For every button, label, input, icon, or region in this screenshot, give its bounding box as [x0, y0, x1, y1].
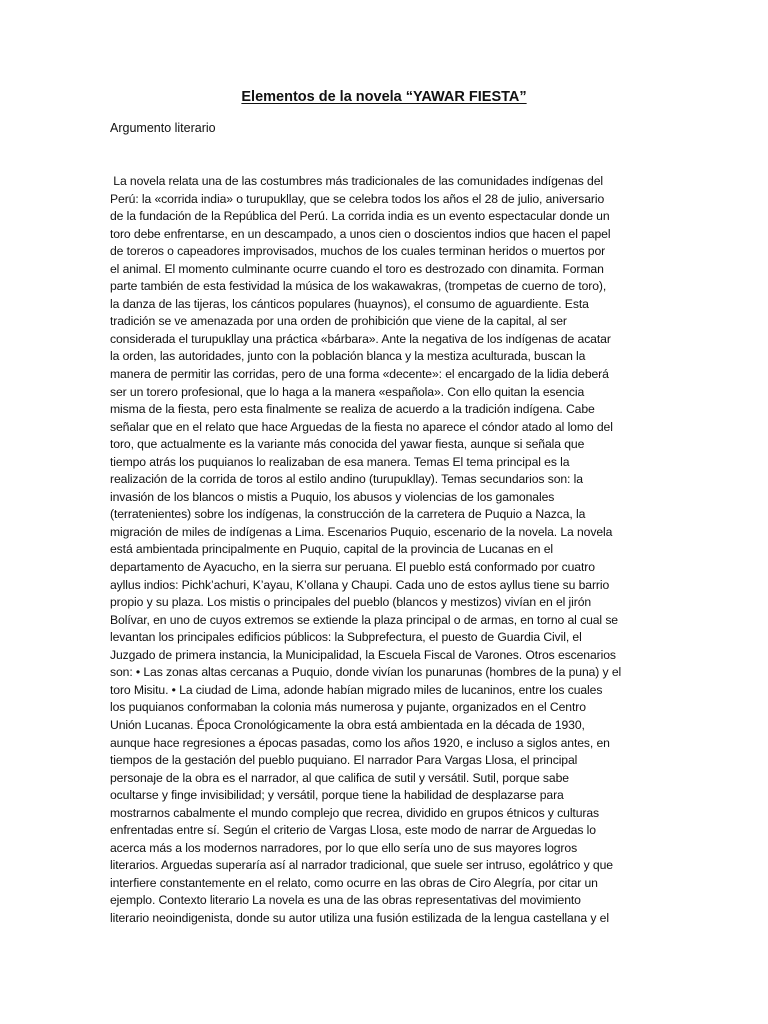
section-heading: Argumento literario	[110, 121, 216, 135]
document-title: Elementos de la novela “YAWAR FIESTA”	[241, 89, 527, 105]
body-paragraph: La novela relata una de las costumbres más tradicionales de las comunidades indígenas del Perú: la «corrida india» o turupukllay, que se celebra todos los años el 28 de julio, aniversario de la fundación de la República del Perú. La corrida india es un evento espectacular donde un toro debe enfrentarse, en un descampado, a unos cien o doscientos indios que hacen el papel de toreros o capeadores improvisados, muchos de los cuales terminan heridos o muertos por el animal. El momento culminante ocurre cuando el toro es destrozado con dinamita. Forman parte también de esta festividad la música de los wakawakras, (trompetas de cuerno de toro), la danza de las tijeras, los cánticos populares (huaynos), el consumo de aguardiente. Esta tradición se ve amenazada por una orden de prohibición que viene de la capital, al ser considerada el turupukllay una práctica «bárbara». Ante la negativa de los indígenas de acatar la orden, las autoridades, junto con la población blanca y la mestiza aculturada, buscan la manera de permitir las corridas, pero de una forma «decente»: el encargado de la lidia deberá ser un torero profesional, que lo haga a la manera «española». Con ello quitan la esencia misma de la fiesta, pero esta finalmente se realiza de acuerdo a la tradición indígena. Cabe señalar que en el relato que hace Arguedas de la fiesta no aparece el cóndor atado al lomo del toro, que actualmente es la variante más conocida del yawar fiesta, aunque si señala que tiempo atrás los puquianos lo realizaban de esa manera. Temas El tema principal es la realización de la corrida de toros al estilo andino (turupukllay). Temas secundarios son: la invasión de los blancos o mistis a Puquio, los abusos y violencias de los gamonales (terratenientes) sobre los indígenas, la construcción de la carretera de Puquio a Nazca, la migración de miles de indígenas a Lima. Escenarios Puquio, escenario de la novela. La novela está ambientada principalmente en Puquio, capital de la provincia de Lucanas en el departamento de Ayacucho, en la sierra sur peruana. El pueblo está conformado por cuatro ayllus indios: Pichk’achuri, K’ayau, K’ollana y Chaupi. Cada uno de estos ayllus tiene su barrio propio y su plaza. Los mistis o principales del pueblo (blancos y mestizos) vivían en el jirón Bolívar, en uno de cuyos extremos se extiende la plaza principal o de armas, en torno al cual se levantan los principales edificios públicos: la Subprefectura, el puesto de Guardia Civil, el Juzgado de primera instancia, la Municipalidad, la Escuela Fiscal de Varones. Otros escenarios son: • Las zonas altas cercanas a Puquio, donde vivían los punarunas (hombres de la puna) y el toro Misitu. • La ciudad de Lima, adonde habían migrado miles de lucaninos, entre los cuales los puquianos conformaban la colonia más numerosa y pujante, organizados en el Centro Unión Lucanas. Época Cronológicamente la obra está ambientada en la década de 1930, aunque hace regresiones a épocas pasadas, como los años 1920, e incluso a siglos antes, en tiempos de la gestación del pueblo puquiano. El narrador Para Vargas Llosa, el principal personaje de la obra es el narrador, al que califica de sutil y versátil. Sutil, porque sabe ocultarse y finge invisibilidad; y versátil, porque tiene la habilidad de desplazarse para mostrarnos cabalmente el mundo complejo que recrea, dividido en grupos étnicos y culturas enfrentadas entre sí. Según el criterio de Vargas Llosa, este modo de narrar de Arguedas lo acerca más a los modernos narradores, por lo que ello sería uno de sus mayores logros literarios. Arguedas superaría así al narrador tradicional, que suele ser intruso, egolátrico y que interfiere constantemente en el relato, como ocurre en las obras de Ciro Alegría, por citar un ejemplo. Contexto literario La novela es una de las obras representativas del movimiento literario neoindigenista, donde su autor utiliza una fusión estilizada de la lengua castellana y el	[110, 174, 622, 925]
